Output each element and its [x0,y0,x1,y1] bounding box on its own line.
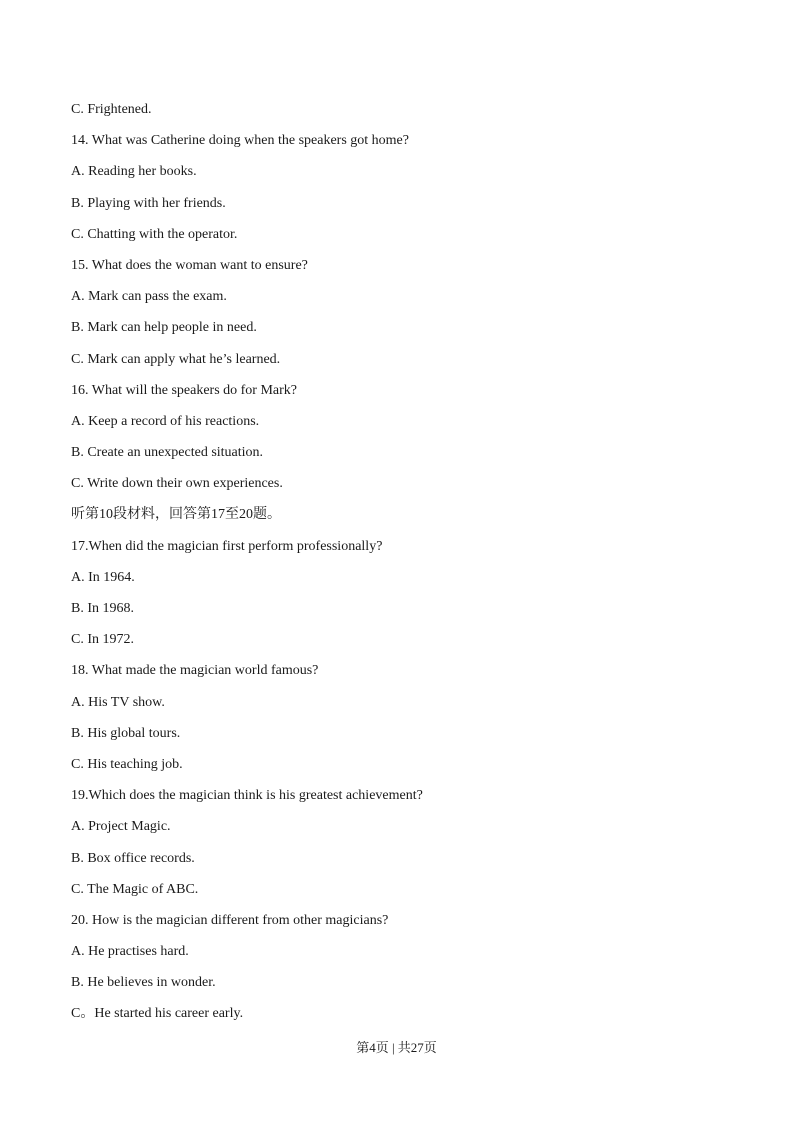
option-line: B. He believes in wonder. [71,975,216,991]
page-number-footer: 第4页 | 共27页 [356,1040,437,1055]
option-line: A. Reading her books. [71,164,197,180]
option-line: B. Box office records. [71,850,195,866]
option-line: C。He started his career early. [71,1006,244,1022]
option-line: A. Project Magic. [71,819,171,835]
question-19: 19.Which does the magician think is his greatest achievement? [71,788,423,804]
question-18: 18. What made the magician world famous? [71,663,319,679]
question-list [71,101,423,1037]
question-17: 17.When did the magician first perform professionally? [71,538,383,554]
option-line: C. Chatting with the operator. [71,226,238,242]
option-line: A. He practises hard. [71,944,189,960]
option-line: B. In 1968. [71,601,134,616]
option-line: C. The Magic of ABC. [71,881,199,897]
option-line: C. In 1972. [71,632,134,648]
option-line: B. Playing with her friends. [71,195,226,211]
question-16: 16. What will the speakers do for Mark? [71,382,298,398]
question-15: 15. What does the woman want to ensure? [71,257,308,273]
option-line: A. Keep a record of his reactions. [71,413,260,429]
option-line: A. His TV show. [71,694,165,710]
option-line: C. Write down their own experiences. [71,476,283,492]
option-line: B. Mark can help people in need. [71,320,257,336]
option-line: B. Create an unexpected situation. [71,445,264,461]
option-line: A. In 1964. [71,569,135,585]
question-20: 20. How is the magician different from other magicians? [71,912,389,928]
option-line: B. His global tours. [71,725,181,741]
option-line: C. Mark can apply what he’s learned. [71,351,281,367]
option-line: C. His teaching job. [71,756,183,772]
option-line: C. Frightened. [71,102,152,117]
section-instruction: 听第10段材料，回答第17至20题。 [71,507,281,523]
option-line: A. Mark can pass the exam. [71,289,227,305]
question-14: 14. What was Catherine doing when the speakers got home? [71,133,409,149]
